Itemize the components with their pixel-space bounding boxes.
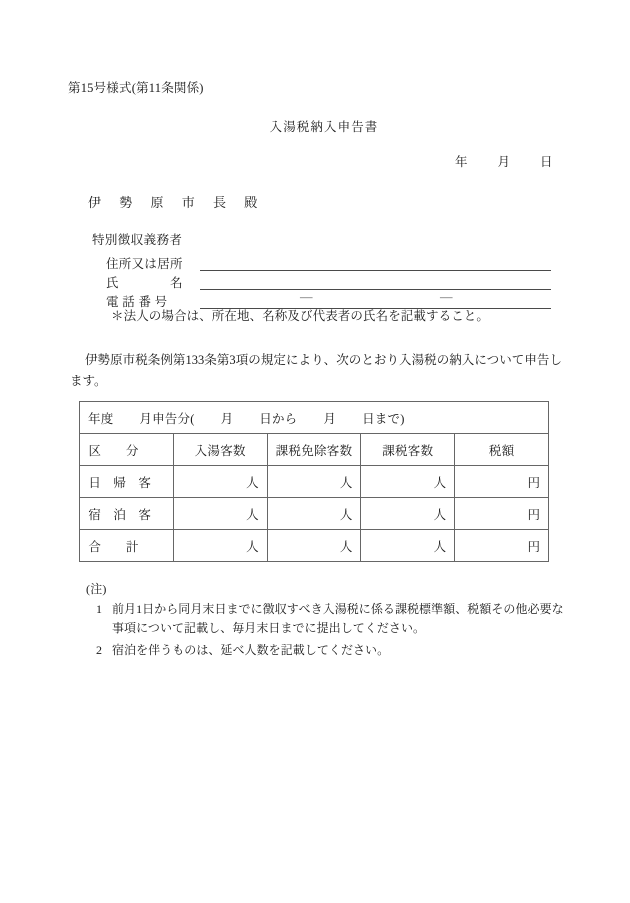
date-line — [455, 152, 553, 170]
cell-overnight-taxable[interactable]: 人 — [361, 498, 455, 530]
declaration-table-wrapper — [79, 401, 549, 562]
form-number: 第15号様式(第11条関係) — [68, 81, 204, 95]
cell-day-visitor-exempt[interactable]: 人 — [267, 466, 361, 498]
field-row-name — [106, 273, 190, 291]
field-row-address — [106, 254, 198, 272]
name-label: 氏 名 — [106, 276, 183, 290]
note-text: 宿泊を伴うものは、延べ人数を記載してください。 — [112, 643, 390, 657]
note-item — [86, 600, 566, 638]
row-label-total-text: 合 計 — [88, 539, 139, 554]
row-label-total — [80, 530, 174, 562]
phone-dash-2: — — [440, 290, 453, 304]
cell-day-visitor-tax[interactable]: 円 — [455, 466, 549, 498]
statute-paragraph: 伊勢原市税条例第133条第3項の規定により、次のとおり入湯税の納入について申告します。 — [70, 353, 562, 388]
date-month-label: 月 — [497, 155, 511, 169]
table-row — [80, 530, 549, 562]
note-item — [86, 641, 566, 660]
period-from-month: 月 — [220, 411, 234, 426]
phone-label: 電 話 番 号 — [106, 295, 168, 309]
period-month-declaration: 月申告分( — [139, 411, 195, 426]
corporate-note: ＊法人の場合は、所在地、名称及び代表者の氏名を記載すること。 — [111, 309, 490, 323]
cell-overnight-exempt[interactable]: 人 — [267, 498, 361, 530]
date-year-label: 年 — [455, 155, 468, 169]
address-underline[interactable] — [200, 270, 551, 271]
cell-total-guests[interactable]: 人 — [173, 530, 267, 562]
period-cell[interactable] — [80, 402, 549, 434]
cell-overnight-guests[interactable]: 人 — [173, 498, 267, 530]
cell-total-exempt[interactable]: 人 — [267, 530, 361, 562]
cell-day-visitor-guests[interactable]: 人 — [173, 466, 267, 498]
column-header-tax: 税額 — [455, 434, 549, 466]
column-header-guests: 入湯客数 — [173, 434, 267, 466]
period-to-day: 日まで) — [362, 411, 405, 426]
name-underline[interactable] — [200, 289, 551, 290]
phone-dash-1: — — [300, 290, 313, 304]
address-label: 住所又は居所 — [106, 257, 183, 271]
special-collector-heading: 特別徴収義務者 — [92, 233, 183, 247]
table-row-period — [80, 402, 549, 434]
column-header-exempt: 課税免除客数 — [267, 434, 361, 466]
cell-total-tax[interactable]: 円 — [455, 530, 549, 562]
note-number: 1 — [96, 602, 102, 616]
period-to-month: 月 — [323, 411, 337, 426]
column-header-kubun-text: 区 分 — [88, 443, 139, 458]
table-row-headers — [80, 434, 549, 466]
row-label-overnight-guest-text: 宿 泊 客 — [88, 507, 151, 522]
note-text: 前月1日から同月末日までに徴収すべき入湯税に係る課税標準額、税額その他必要な事項について記載し、毎月末日までに提出してください。 — [112, 602, 564, 635]
cell-day-visitor-taxable[interactable]: 人 — [361, 466, 455, 498]
row-label-overnight-guest — [80, 498, 174, 530]
declaration-table — [79, 401, 549, 562]
document-title: 入湯税納入申告書 — [269, 120, 379, 134]
row-label-day-visitor — [80, 466, 174, 498]
period-from-day: 日から — [259, 411, 298, 426]
cell-total-taxable[interactable]: 人 — [361, 530, 455, 562]
note-number: 2 — [96, 643, 102, 657]
table-row — [80, 466, 549, 498]
table-row — [80, 498, 549, 530]
addressee-line: 伊 勢 原 市 長 殿 — [88, 195, 265, 210]
cell-overnight-tax[interactable]: 円 — [455, 498, 549, 530]
date-day-label: 日 — [540, 155, 553, 169]
column-header-kubun — [80, 434, 174, 466]
column-header-taxable: 課税客数 — [361, 434, 455, 466]
notes-section — [86, 580, 566, 660]
row-label-day-visitor-text: 日 帰 客 — [88, 475, 151, 490]
period-nendo: 年度 — [88, 411, 114, 426]
notes-title: (注) — [86, 582, 107, 596]
